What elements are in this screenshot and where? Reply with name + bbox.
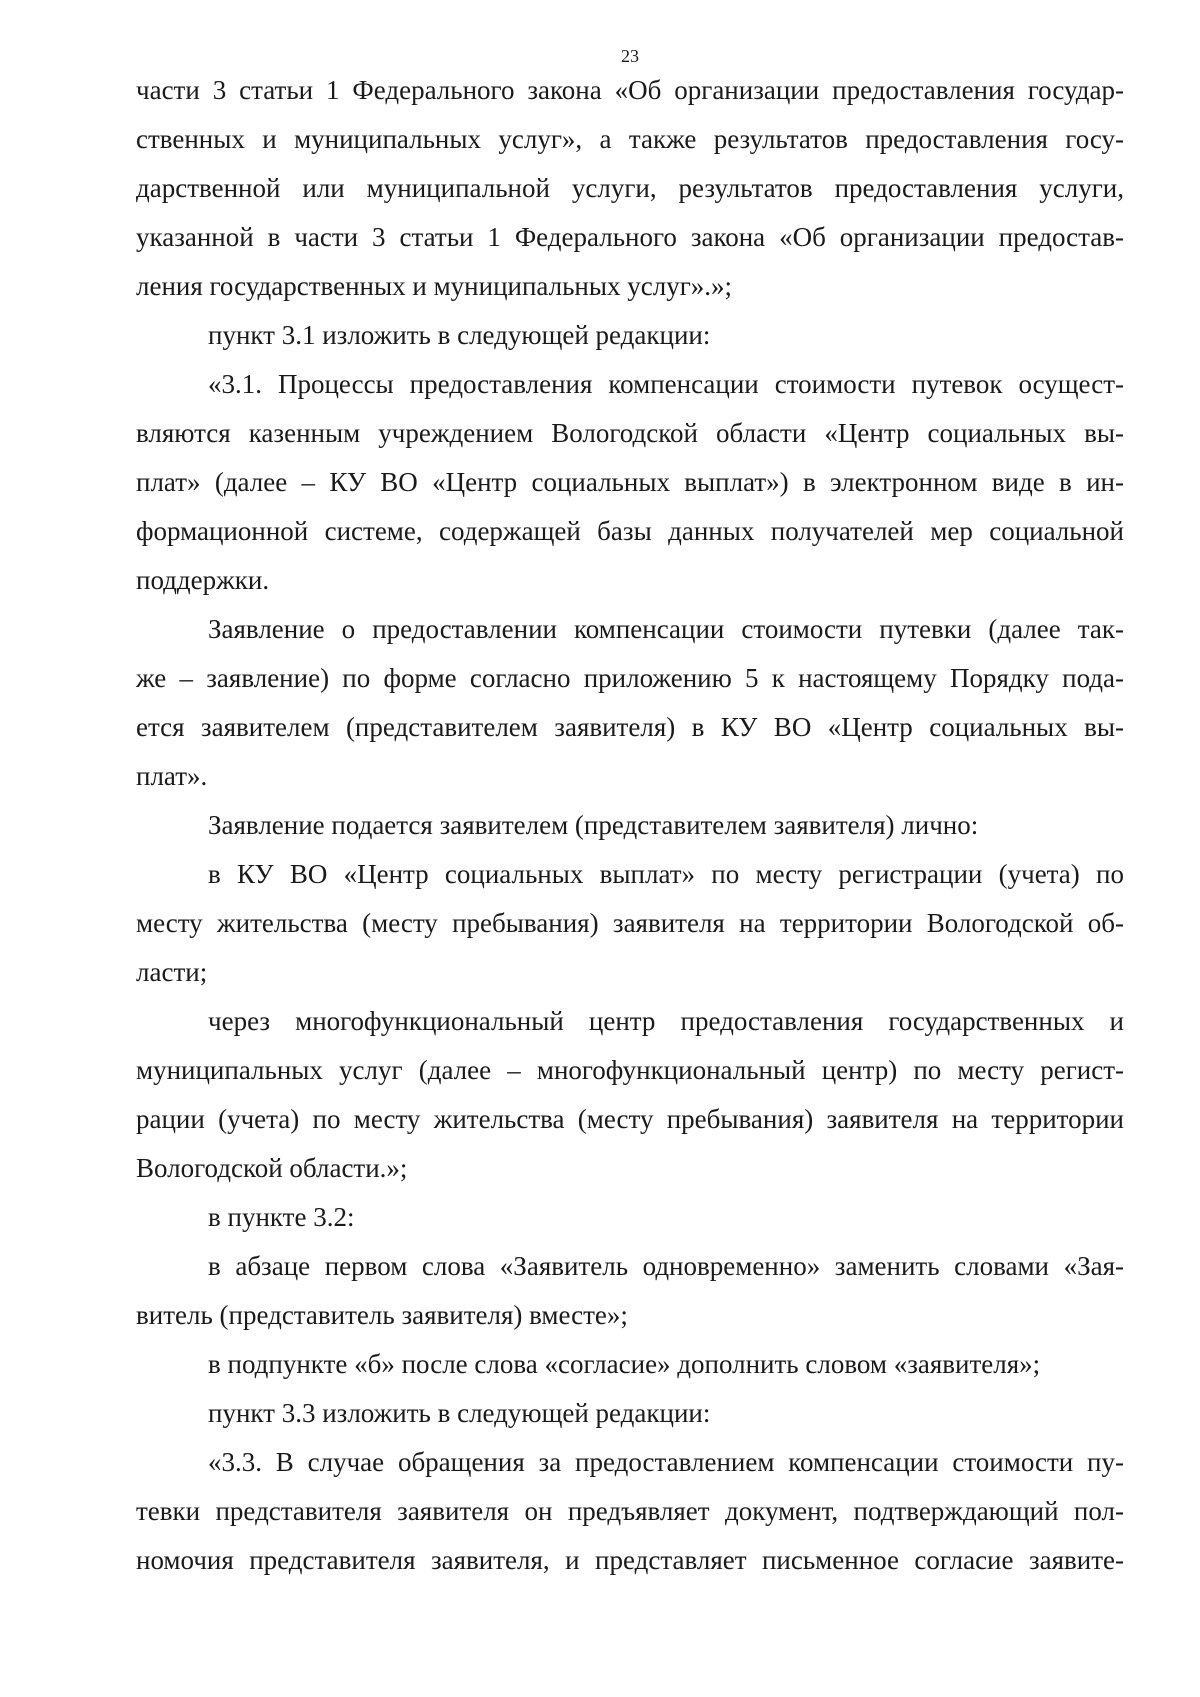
text-line: в подпункте «б» после слова «согласие» дополнить словом «заявителя»; [208, 1349, 1041, 1379]
text-line: через многофункциональный центр предоставления государственных и [208, 1006, 1124, 1036]
text-line: пункт 3.1 изложить в следующей редакции: [208, 320, 711, 350]
text-line: вляются казенным учреждением Вологодской области «Центр социальных вы- [136, 418, 1124, 448]
text-line: в абзаце первом слова «Заявитель одновременно» заменить словами «Зая- [208, 1251, 1124, 1281]
text-line: месту жительства (месту пребывания) заявителя на территории Вологодской об- [136, 908, 1124, 938]
text-line: «3.1. Процессы предоставления компенсации стоимости путевок осущест- [208, 369, 1124, 399]
text-line: ления государственных и муниципальных услуг».»; [136, 271, 733, 301]
text-line: «3.3. В случае обращения за предоставлением компенсации стоимости пу- [208, 1447, 1124, 1477]
text-line: ственных и муниципальных услуг», а также результатов предоставления госу- [136, 124, 1124, 154]
text-line: номочия представителя заявителя, и представляет письменное согласие заявите- [136, 1545, 1124, 1575]
text-line: поддержки. [136, 565, 270, 595]
text-line: пункт 3.3 изложить в следующей редакции: [208, 1398, 711, 1428]
text-line: муниципальных услуг (далее – многофункциональный центр) по месту регист- [136, 1055, 1124, 1085]
text-line: в КУ ВО «Центр социальных выплат» по месту регистрации (учета) по [208, 859, 1124, 889]
text-line: тевки представителя заявителя он предъявляет документ, подтверждающий пол- [136, 1496, 1124, 1526]
text-line: части 3 статьи 1 Федерального закона «Об организации предоставления государ- [136, 75, 1124, 105]
page-number: 23 [621, 46, 639, 66]
text-line: рации (учета) по месту жительства (месту пребывания) заявителя на территории [136, 1104, 1124, 1134]
text-line: витель (представитель заявителя) вместе»; [136, 1300, 628, 1330]
text-line: дарственной или муниципальной услуги, результатов предоставления услуги, [136, 173, 1124, 203]
text-line: плат» (далее – КУ ВО «Центр социальных выплат») в электронном виде в ин- [136, 467, 1124, 497]
text-line: Вологодской области.»; [136, 1153, 408, 1183]
text-line: ласти; [136, 957, 208, 987]
text-line: в пункте 3.2: [208, 1202, 355, 1232]
text-line: ется заявителем (представителем заявителя) в КУ ВО «Центр социальных вы- [136, 712, 1124, 742]
text-line: указанной в части 3 статьи 1 Федерального закона «Об организации предостав- [136, 222, 1124, 252]
text-line: Заявление подается заявителем (представителем заявителя) лично: [208, 810, 979, 840]
text-line: формационной системе, содержащей базы данных получателей мер социальной [136, 516, 1124, 546]
text-line: же – заявление) по форме согласно приложению 5 к настоящему Порядку пода- [136, 663, 1124, 693]
text-line: Заявление о предоставлении компенсации стоимости путевки (далее так- [208, 614, 1124, 644]
text-line: плат». [136, 761, 208, 791]
